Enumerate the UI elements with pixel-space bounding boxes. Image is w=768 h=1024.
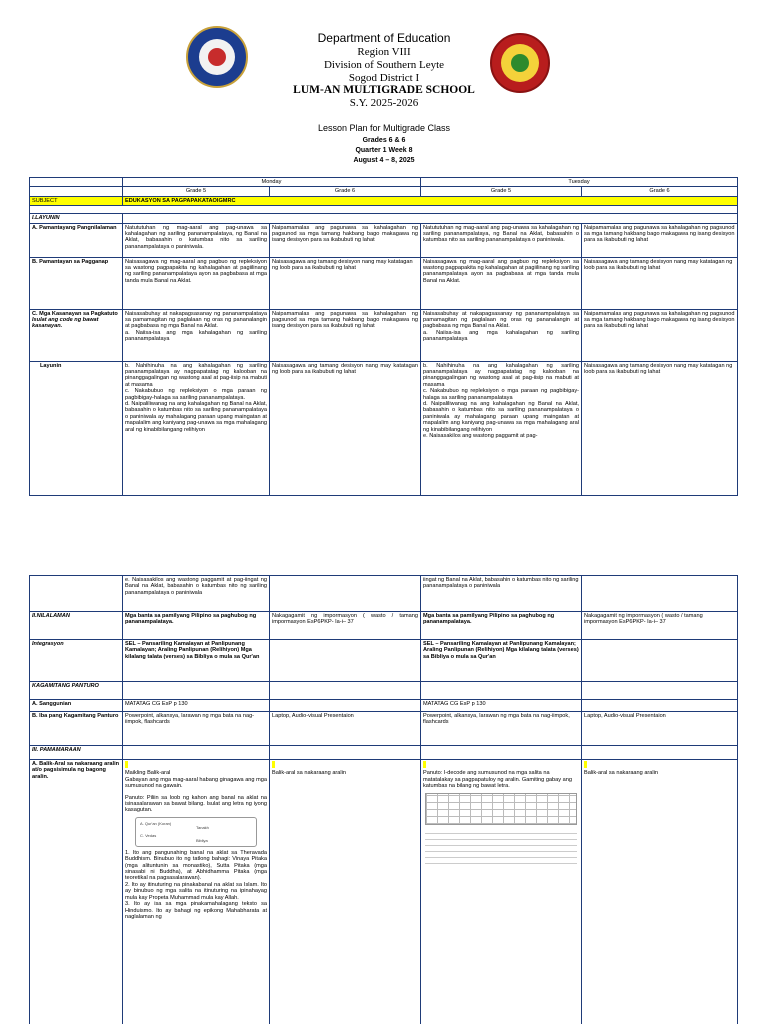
choice-b: Tanakh xyxy=(196,824,209,830)
choice-c: C. Vedas xyxy=(140,832,157,838)
objective-d: d. Naipaliliwanag na ang kahalagahan ng Banal na Aklat, babasahin o katumbas nito sa sariling pananampalataya o paniniwala ay mahalagang paraan upang maingatan at mapalalim ang kaniyang pag-unawa sa mga mahalagang aral ng kinabibilangang relihiyon xyxy=(125,401,267,433)
table-row xyxy=(30,612,738,640)
objective-a: a. Naiisa-isa ang mga kahalagahan ng sariling pananampalataya xyxy=(125,329,267,343)
school-year: S.Y. 2025-2026 xyxy=(349,97,419,109)
section-layunin: I.LAYUNIN xyxy=(30,214,123,223)
grades-line: Grades 6 & 6 xyxy=(362,137,406,144)
table-cell: Nakagagamit ng impormasyon ( wasto / tamang impormasyon EsP6PKP- Ia-i– 37 xyxy=(270,612,421,640)
department-title: Department of Education xyxy=(317,31,451,45)
day-header-row xyxy=(30,178,738,187)
grade-col-header: Grade 5 xyxy=(123,187,270,196)
lesson-plan-table xyxy=(29,177,738,496)
row-letter: C. xyxy=(32,310,38,317)
table-row xyxy=(30,576,738,612)
table-cell: Powerpoint, alkansya, larawan ng mga bata na nag-iimpok, flashcards xyxy=(421,712,582,746)
table-cell: SEL – Pansariling Kamalayan at Panlipunang Kamalayan; Araling Panlipunan (Relihiyon) Mga kilalang talata (verses) sa Bibliya o mula sa Qur'an xyxy=(123,640,270,682)
region-line: Region VIII xyxy=(357,46,411,58)
cipher-grid-image xyxy=(425,793,577,825)
table-row xyxy=(30,746,738,760)
table-cell: MATATAG CG EsP p 130 xyxy=(123,700,270,712)
table-cell: Panuto: I-decode ang sumusunod na mga salita na matatalakay sa pagpapatuloy ng aralin. Gamiting gabay ang katumbas na bilang ng bawat letra. xyxy=(423,770,572,790)
table-cell: SEL – Pansariling Kamalayan at Panlipunang Kamalayan; Araling Panlipunan (Relihiyon) Mga kilalang talata (verses) sa Bibliya o mula sa Qur'an xyxy=(421,640,582,682)
balik-intro: Gabayan ang mga mag-aaral habang ginagawa ang mga sumusunod na gawain. xyxy=(125,776,267,790)
row-letter: A. xyxy=(32,701,38,707)
objective-b: b. Nahihinuha na ang kahalagahan ng sariling pananampalataya ay nagpapatatag ng kalooban na pinanggagalingan ng wastong asal at pag-iisip na mabuti at masama xyxy=(125,362,267,388)
balik-title: Maikling Balik-aral xyxy=(125,770,171,777)
decode-lines-image xyxy=(425,829,577,869)
objective-e: e. Naisasakilos ang wastong paggamit at pag- xyxy=(423,433,538,440)
table-cell: Naisasabuhay at nakapagsasanay ng pananampalataya sa pamamagitan ng paglalaan ng oras ng pananalangin at pagbabasa ng mga Banal na Aklat. xyxy=(125,310,267,330)
grade-col-header: Grade 6 xyxy=(270,187,421,196)
table-cell: Balik-aral sa nakaraang aralin xyxy=(584,770,659,777)
balik-panuto: Panuto: Piliin sa loob ng kahon ang banal na aklat na isinasalarawan sa bawat bilang. Isulat ang letra ng iyong kasagutan. xyxy=(125,794,267,814)
layunin-row xyxy=(30,214,738,223)
grade-col-header: Grade 6 xyxy=(582,187,738,196)
table-cell: Naipamamalas ang pagunawa sa kahalagahan ng pagsunod sa mga tamang hakbang bago makagawa ng isang desisyon para sa ikabubuti ng lahat xyxy=(582,309,738,361)
subject-row xyxy=(30,196,738,205)
choice-d: Bibliya xyxy=(196,837,208,843)
table-cell: Laptop, Audio-visual Presentaion xyxy=(582,712,738,746)
balik-item-1: 1. Ito ang pangunahing banal na aklat sa Theravada Buddhism. Binubuo ito ng tatlong bahagi: Vinaya Pitaka (mga alituntunin sa monastiko), Sutta Pitaka (mga sinasabi ni Buddha), at Abhidhamma Pitaka (mga teoretikal na pagsasalarawan). xyxy=(125,849,267,882)
objective-c: c. Nakabubuo ng repleksiyon o mga paraan ng pagbibigay-halaga sa sariling pananampalataya. xyxy=(125,388,267,401)
balik-item-3: 3. Ito ay isa sa mga pinakamahalagang teksto sa Hinduismo. Ito ay bahagi ng epikong Mahabharata at naglalaman ng xyxy=(125,901,267,920)
table-row xyxy=(30,760,738,1024)
table-cell: Laptop, Audio-visual Presentaion xyxy=(270,712,421,746)
table-row xyxy=(30,640,738,682)
row-letter: B. xyxy=(32,258,38,265)
table-row xyxy=(30,257,738,309)
subject-value: EDUKASYON SA PAGPAPAKATAOIGMRC xyxy=(123,196,738,205)
day-monday: Monday xyxy=(123,178,421,187)
table-cell: Naipamamalas ang pagunawa sa kahalagahan ng pagsunod sa mga tamang hakbang bago makagawa ng isang desisyon para sa ikabubuti ng lahat xyxy=(270,223,421,257)
table-cell: Naisasabuhay at nakapagsasanay ng pananampalataya sa pamamagitan ng paglalaan ng oras ng pananalangin at pagbabasa ng mga Banal na Aklat. xyxy=(423,310,579,330)
objective-d: d. Naipaliliwanag na ang kahalagahan ng Banal na Aklat, babasahin o katumbas nito sa sariling pananampalataya o paniniwala ay mahalagang paraan upang maingatan at mapalalim ang kaniyang pag-unawa sa mga mahalagang aral ng kinabibilangang relihiyon xyxy=(423,401,579,433)
plan-title: Lesson Plan for Multigrade Class xyxy=(317,123,451,133)
day-tuesday: Tuesday xyxy=(421,178,738,187)
spacer-row xyxy=(30,206,738,214)
objective-a: a. Naiisa-isa ang mga kahalagahan ng sariling pananampalataya xyxy=(423,329,579,343)
table-cell: Naisasagawa ang tamang desisyon nang may katatagan ng loob para sa ikabubuti ng lahat xyxy=(582,361,738,495)
table-cell: Powerpoint, alkansya, larawan ng mga bata na nag-iimpok, flashcards xyxy=(123,712,270,746)
highlight-mark xyxy=(584,761,587,768)
grade-col-header: Grade 5 xyxy=(421,187,582,196)
highlight-mark xyxy=(272,761,275,768)
row-label: Sanggunian xyxy=(39,701,72,707)
table-cell: MATATAG CG EsP p 130 xyxy=(421,700,582,712)
table-cell: Mga banta sa pamilyang Pilipino sa paghubog ng pananampalataya. xyxy=(123,612,270,640)
school-name: LUM-AN MULTIGRADE SCHOOL xyxy=(293,84,475,96)
quarter-line: Quarter 1 Week 8 xyxy=(355,147,413,154)
choices-box-image xyxy=(135,817,257,847)
row-label: Mga Kasanayan sa Pagkatuto xyxy=(39,310,118,317)
subject-label: SUBJECT xyxy=(30,196,123,205)
choice-a: A. Qur'an (Koran) xyxy=(140,820,172,826)
row-label: Balik-Aral sa nakaraang aralin at/o pagsisimula ng bagong aralin. xyxy=(32,761,120,780)
table-row xyxy=(30,361,738,495)
lesson-plan-table-continued xyxy=(29,575,738,1024)
table-row xyxy=(30,223,738,257)
table-cell: Mga banta sa pamilyang Pilipino sa paghubog ng pananampalataya. xyxy=(421,612,582,640)
table-row xyxy=(30,712,738,746)
table-cell: Naipamamalas ang pagunawa sa kahalagahan ng pagsunod sa mga tamang hakbang bago makagawa ng isang desisyon para sa ikabubuti ng lahat xyxy=(582,223,738,257)
row-letter: A. xyxy=(32,761,38,767)
table-cell: Naisasagawa ang tamang desisyon nang may katatagan ng loob para sa ikabubuti ng lahat xyxy=(270,257,421,309)
table-cell: Natututuhan ng mag-aaral ang pag-unawa sa kahalagahan ng sariling pananampalataya, ng Banal na Aklat, babasahin o katumbas nito sa sariling pananampalataya o paniniwala. xyxy=(123,223,270,257)
section-pamamaraan: III. PAMAMARAAN xyxy=(30,746,123,760)
table-cell: Naisasagawa ng mag-aaral ang pagbuo ng repleksiyon sa wastong pagpapakita ng kahalagahan at pagiilinang ng sariling pananampalataya ayon sa pagbabasa at mga tanda mula Banal na Aklat. xyxy=(421,257,582,309)
grade-header-row xyxy=(30,187,738,196)
row-label: Iba pang Kagamitang Panturo xyxy=(39,713,119,719)
table-cell: e. Naisasakilos ang wastong paggamit at pag-iingat ng Banal na Aklat, babasahin o katumbas nito ng sariling pananampalataya o paniniwala xyxy=(123,576,270,612)
row-letter: A. xyxy=(32,224,38,231)
table-row xyxy=(30,309,738,361)
section-nilalaman: II.NILALAMAN xyxy=(30,612,123,640)
division-line: Division of Southern Leyte xyxy=(323,59,445,71)
table-row xyxy=(30,682,738,700)
district-line: Sogod District I xyxy=(348,72,420,84)
row-label: Pamantayang Pangnilalaman xyxy=(39,224,117,231)
table-row xyxy=(30,700,738,712)
table-cell: Natututuhan ng mag-aaral ang pag-unawa sa kahalagahan ng sariling pananampalataya, ng Banal na Aklat, babasahin o katumbas nito sa sariling pananampalataya o paniniwala. xyxy=(421,223,582,257)
row-label: Integrasyon xyxy=(30,640,123,682)
highlight-mark xyxy=(423,761,426,768)
table-cell: iingat ng Banal na Aklat, babasahin o katumbas nito ng sariling pananampalataya o paniniwala xyxy=(421,576,582,612)
page-gap xyxy=(0,545,768,575)
page-two xyxy=(0,575,768,1024)
row-note: Isulat ang code ng bawat kasanayan. xyxy=(32,317,99,330)
table-cell: Naisasagawa ang tamang desisyon nang may katatagan ng loob para sa ikabubuti ng lahat xyxy=(582,257,738,309)
section-kagamitan: KAGAMITANG PANTURO xyxy=(30,682,123,700)
objective-c: c. Nakabubuo ng repleksiyon o mga paraan ng pagbibigay-halaga sa sariling pananampalataya xyxy=(423,388,579,401)
row-label: Layunin xyxy=(30,361,123,495)
row-letter: B. xyxy=(32,713,38,719)
table-cell: Naipamamalas ang pagunawa sa kahalagahan ng pagsunod sa mga tamang hakbang bago makagawa ng isang desisyon para sa ikabubuti ng lahat xyxy=(270,309,421,361)
table-cell: Naisasagawa ang tamang desisyon nang may katatagan ng loob para sa ikabubuti ng lahat xyxy=(270,361,421,495)
row-label: Pamantayan sa Pagganap xyxy=(39,258,109,265)
table-cell: Balik-aral sa nakaraang aralin xyxy=(272,770,347,777)
balik-item-2: 2. Ito ay itinuturing na pinakabanal na aklat sa Islam. Ito ay binubuo ng mga salita na itinuturing na ipinahayag mula kay Propeta Muhammad mula kay Allah. xyxy=(125,881,267,901)
objective-b: b. Nahihinuha na ang kahalagahan ng sariling pananampalataya ay nagpapatatag ng kalooban na pinanggagalingan ng wastong asal at pag-iisip na mabuti at masama xyxy=(423,362,579,388)
table-cell: Naisasagawa ng mag-aaral ang pagbuo ng repleksiyon sa wastong pagpapakita ng kahalagahan at pagiilinang ng sariling pananampalataya ayon sa pagbabasa at mga tanda mula Banal na Aklat. xyxy=(123,257,270,309)
table-cell: Nakagagamit ng impormasyon ( wasto / tamang impormasyon EsP6PKP- Ia-i– 37 xyxy=(582,612,738,640)
dates-line: August 4 – 8, 2025 xyxy=(353,157,415,164)
highlight-mark xyxy=(125,761,128,768)
